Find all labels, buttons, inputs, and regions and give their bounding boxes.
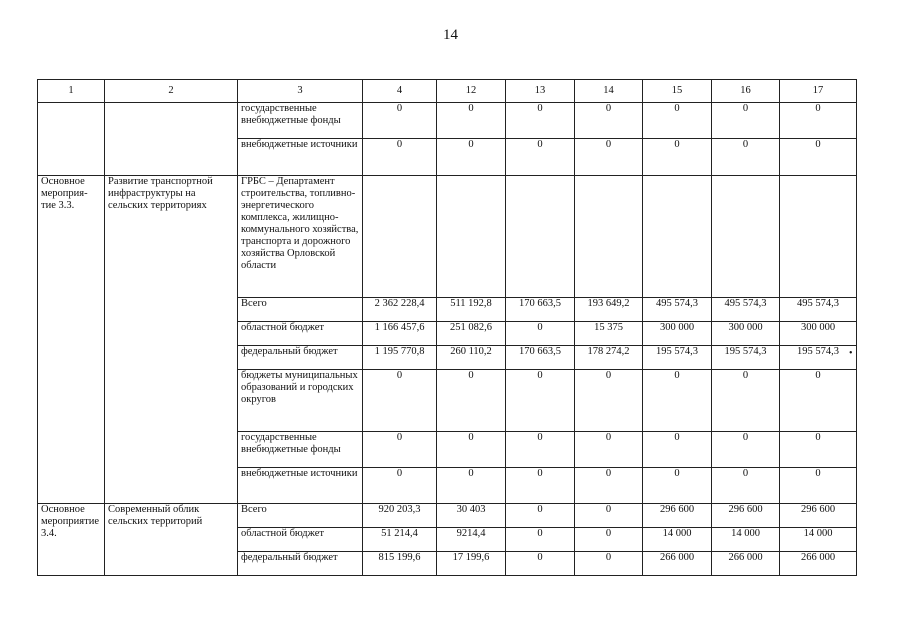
value-cell: 0 [506,139,575,176]
program-funding-table [37,79,857,576]
value-cell: 170 663,5 [506,346,575,370]
measure-title: Современный облик сельских территорий [105,504,238,576]
column-header: 1 [38,80,105,103]
column-header: 3 [238,80,363,103]
funding-source: Всего [238,298,363,322]
column-header: 12 [437,80,506,103]
value-cell: 0 [506,468,575,504]
empty-cell [105,103,238,176]
funding-source: бюджеты муниципальных образований и городских округов [238,370,363,432]
value-cell: 0 [363,103,437,139]
value-cell: 0 [643,139,712,176]
value-cell: 266 000 [712,552,780,576]
value-cell: 0 [643,103,712,139]
margin-mark: • [849,348,853,359]
value-cell: 266 000 [643,552,712,576]
funding-source: Всего [238,504,363,528]
value-cell: 0 [643,468,712,504]
value-cell: 2 362 228,4 [363,298,437,322]
value-cell: 300 000 [780,322,857,346]
funding-source: федеральный бюджет [238,346,363,370]
value-cell: 1 166 457,6 [363,322,437,346]
value-cell: 30 403 [437,504,506,528]
funding-source: внебюджетные источники [238,139,363,176]
value-cell: 195 574,3 [643,346,712,370]
value-cell: 511 192,8 [437,298,506,322]
value-cell: 170 663,5 [506,298,575,322]
value-cell: 178 274,2 [575,346,643,370]
value-cell: 0 [437,468,506,504]
value-cell: 15 375 [575,322,643,346]
value-cell: 0 [363,432,437,468]
value-cell: 0 [712,103,780,139]
value-cell: 17 199,6 [437,552,506,576]
empty-cell [643,176,712,298]
value-cell: 296 600 [780,504,857,528]
value-cell: 260 110,2 [437,346,506,370]
value-cell: 0 [712,370,780,432]
value-cell: 495 574,3 [712,298,780,322]
value-cell: 0 [506,322,575,346]
value-cell: 0 [780,468,857,504]
measure-title: Развитие транспортной инфраструктуры на сельских территориях [105,176,238,504]
value-cell: 0 [575,552,643,576]
value-cell: 0 [363,468,437,504]
value-cell: 0 [506,432,575,468]
empty-cell [575,176,643,298]
value-cell: 0 [506,504,575,528]
value-cell: 51 214,4 [363,528,437,552]
value-cell: 0 [643,432,712,468]
value-cell: 296 600 [643,504,712,528]
empty-cell [363,176,437,298]
value-cell: 0 [712,139,780,176]
value-cell: 495 574,3 [780,298,857,322]
value-cell: 300 000 [712,322,780,346]
value-cell: 495 574,3 [643,298,712,322]
header-row [38,80,857,103]
value-cell: 266 000 [780,552,857,576]
value-cell: 0 [575,528,643,552]
value-cell: 0 [575,432,643,468]
value-cell: 296 600 [712,504,780,528]
value-cell: 0 [506,528,575,552]
column-header: 14 [575,80,643,103]
value-cell: 0 [575,370,643,432]
value-cell: 0 [363,139,437,176]
value-cell: 920 203,3 [363,504,437,528]
value-cell: 300 000 [643,322,712,346]
table-row [38,103,857,139]
empty-cell [437,176,506,298]
value-cell: 0 [506,552,575,576]
value-cell: 1 195 770,8 [363,346,437,370]
value-cell: 0 [712,468,780,504]
value-cell: 0 [506,103,575,139]
column-header: 16 [712,80,780,103]
value-cell: 0 [437,432,506,468]
value-cell: 193 649,2 [575,298,643,322]
value-cell: 0 [780,370,857,432]
table-row [38,504,857,528]
value-cell: 0 [437,103,506,139]
column-header: 15 [643,80,712,103]
value-cell: 0 [780,139,857,176]
value-cell: 0 [575,504,643,528]
value-cell: 14 000 [780,528,857,552]
empty-cell [712,176,780,298]
empty-cell [38,103,105,176]
value-cell: 0 [363,370,437,432]
value-cell: 9214,4 [437,528,506,552]
value-cell: 0 [643,370,712,432]
empty-cell [506,176,575,298]
value-cell: 0 [575,103,643,139]
measure-code: Основное мероприятие 3.4. [38,504,105,576]
value-cell: 195 574,3 [780,346,857,370]
page-number: 14 [443,27,458,43]
value-cell: 815 199,6 [363,552,437,576]
empty-cell [780,176,857,298]
value-cell: 0 [575,139,643,176]
column-header: 17 [780,80,857,103]
column-header: 4 [363,80,437,103]
value-cell: 0 [780,432,857,468]
column-header: 2 [105,80,238,103]
table-row [38,176,857,298]
grbs-cell: ГРБС – Департамент строительства, топливно-энергетического комплекса, жилищно-коммунального хозяйства, транспорта и дорожного хозяйства Орловской области [238,176,363,298]
value-cell: 251 082,6 [437,322,506,346]
column-header: 13 [506,80,575,103]
value-cell: 0 [712,432,780,468]
value-cell: 0 [437,139,506,176]
value-cell: 0 [780,103,857,139]
funding-source: государственные внебюджетные фонды [238,103,363,139]
funding-source: федеральный бюджет [238,552,363,576]
value-cell: 14 000 [712,528,780,552]
funding-source: областной бюджет [238,528,363,552]
value-cell: 0 [437,370,506,432]
value-cell: 14 000 [643,528,712,552]
value-cell: 0 [506,370,575,432]
measure-code: Основное мероприя-тие 3.3. [38,176,105,504]
value-cell: 0 [575,468,643,504]
funding-source: областной бюджет [238,322,363,346]
funding-source: государственные внебюджетные фонды [238,432,363,468]
value-cell: 195 574,3 [712,346,780,370]
funding-source: внебюджетные источники [238,468,363,504]
